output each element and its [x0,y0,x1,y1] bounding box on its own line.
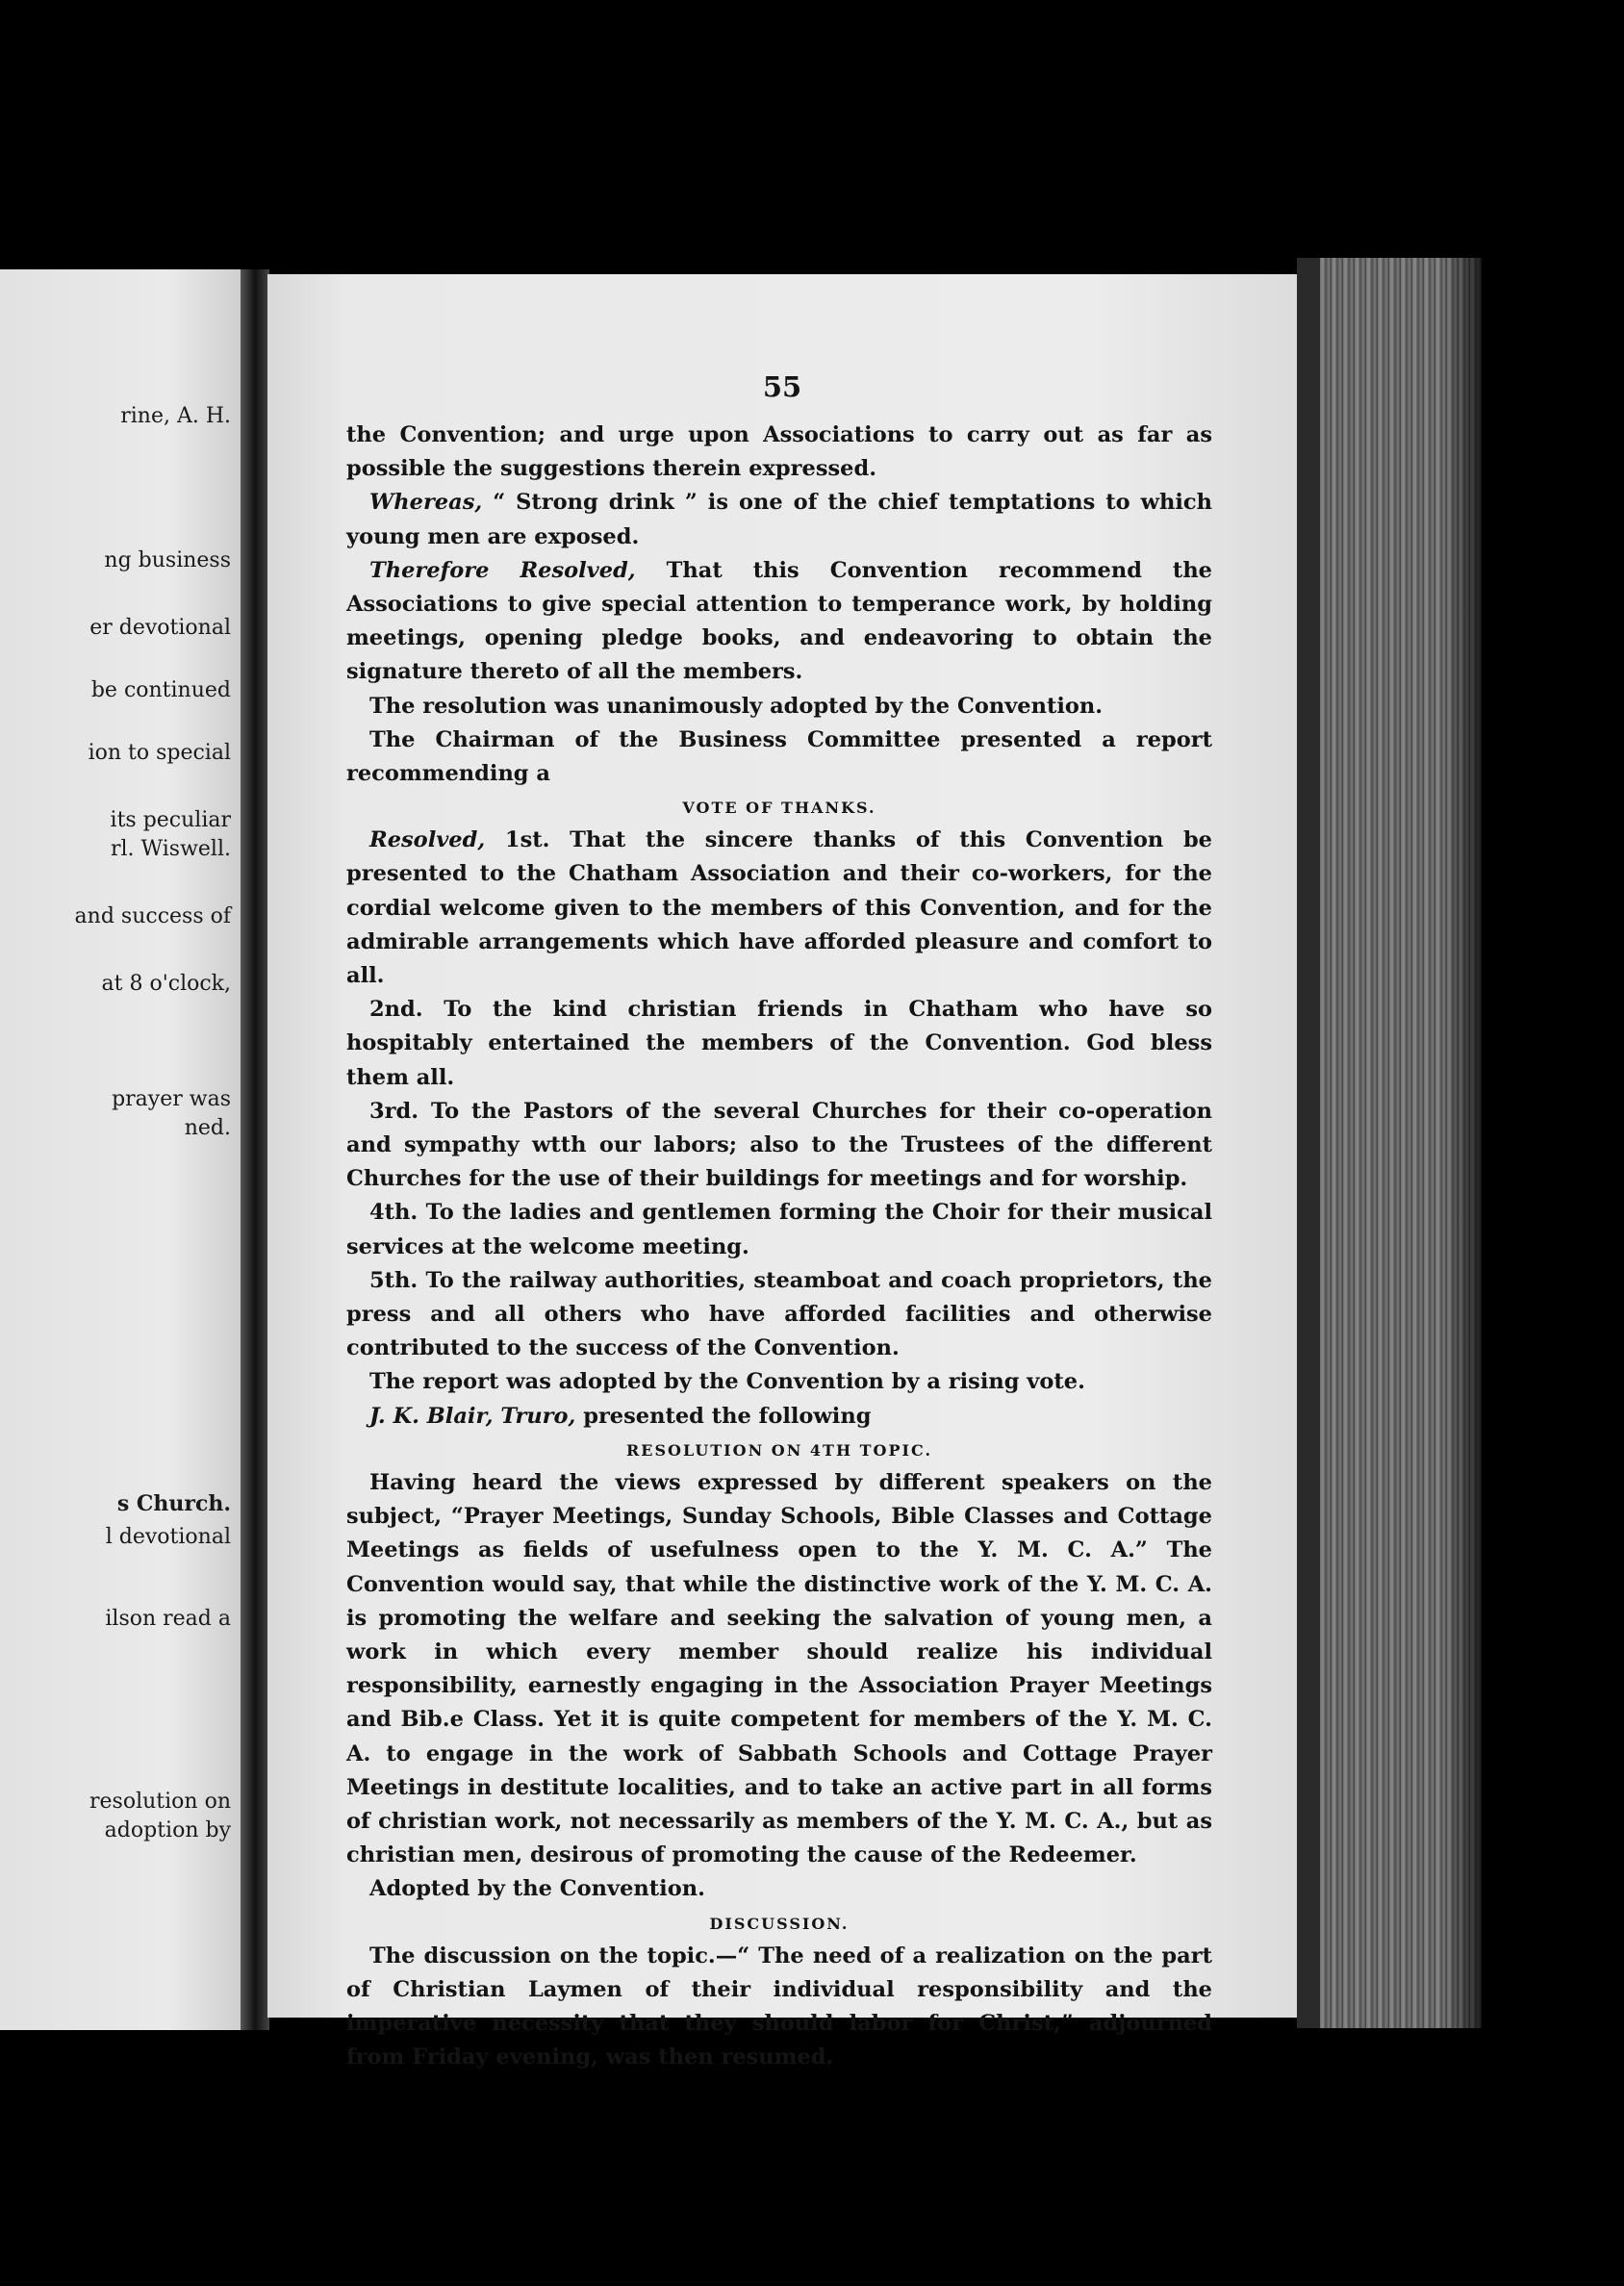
left-page-line: rine, A. H. [120,404,231,428]
page-edges [1297,258,1482,2028]
paragraph-text: Having heard the views expressed by different speakers on the subject, “Prayer Meetings, Sunday Schools, Bible Classes and Cottage Meetings as fields of usefulness open to the Y. M. C. A.” The Convention would say, that while the distinctive work of the Y. M. C. A. is promoting the welfare and seeking the salvation of young men, a work in which every member should realize his individual responsibility, earnestly engaging in the Association Prayer Meetings and Bib.e Class. Yet it is quite competent for members of the Y. M. C. A. to engage in the work of Sabbath Schools and Cottage Prayer Meetings in destitute localities, and to take an active part in all forms of christian work, not necessarily as members of the Y. M. C. A., but as christian men, desirous of promoting the cause of the Redeemer. [346,1469,1212,1868]
paragraph [346,554,1212,690]
left-page-line: be continued [90,678,231,702]
left-page-line: resolution on [89,1790,231,1814]
paragraph [346,724,1212,791]
left-page-line: prayer was [112,1087,231,1111]
previous-page [0,269,241,2030]
left-page-line: l devotional [105,1525,231,1549]
left-page-line: ion to special [88,741,231,765]
paragraph-text: Adopted by the Convention. [369,1876,705,1902]
paragraph-lead: Resolved, [369,827,486,853]
paragraph-text: 3rd. To the Pastors of the several Churches for their co-operation and sympathy wtth our labors; also to the Trustees of the different Churches for the use of their buildings for meetings and for worship. [346,1098,1212,1192]
paragraph-text: 2nd. To the kind christian friends in Chatham who have so hospitably entertained the members of the Convention. God bless them all. [346,997,1212,1090]
left-page-line: s Church. [116,1491,231,1516]
paragraph-text: That this Convention recommend the Associations to give special attention to temperance work, by holding meetings, opening pledge books, and endeavoring to obtain the signature thereto of all the members. [346,557,1212,685]
page-body [346,419,1212,2074]
left-page-line: ilson read a [105,1607,231,1631]
paragraph [346,1940,1212,2075]
paragraph [346,419,1212,486]
left-page-line: ned. [184,1116,231,1140]
edge-shadow [1297,258,1320,2028]
paragraph-text: The discussion on the topic.—“ The need of a realization on the part of Christian Laymen of their individual responsibility and the imperative necessity that they should labor for Christ,” adjourned from Friday evening, was then resumed. [346,1943,1212,2070]
page-number: 55 [762,370,802,403]
paragraph [346,824,1212,993]
left-page-line: er devotional [89,616,231,640]
left-page-line: ng business [104,548,231,572]
paragraph [346,993,1212,1095]
left-page-line: adoption by [104,1818,231,1842]
paragraph [346,690,1212,724]
paragraph [346,1196,1212,1263]
paragraph-text: “ Strong drink ” is one of the chief temptations to which young men are exposed. [346,490,1212,549]
paragraph [346,1400,1212,1434]
paragraph-text: presented the following [575,1403,872,1429]
paragraph-text: 5th. To the railway authorities, steamboat and coach proprietors, the press and all others who have afforded facilities and otherwise contributed to the success of the Convention. [346,1267,1212,1361]
paragraph-text: 1st. That the sincere thanks of this Convention be presented to the Chatham Association and their co-workers, for the cordial welcome given to the members of this Convention, and for the admirable arrangements which have afforded pleasure and comfort to all. [346,827,1212,989]
section-heading: VOTE OF THANKS. [682,799,876,818]
paragraph-text: The resolution was unanimously adopted by the Convention. [369,693,1104,719]
left-page-line: rl. Wiswell. [110,837,231,861]
paragraph [346,1264,1212,1366]
paragraph-lead: Whereas, [369,490,483,516]
left-page-line: its peculiar [110,808,231,832]
page-55 [267,274,1297,2070]
section-heading: RESOLUTION ON 4TH TOPIC. [625,1440,933,1460]
paragraph-text: 4th. To the ladies and gentlemen forming the Choir for their musical services at the welcome meeting. [346,1200,1212,1259]
paragraph [346,1365,1212,1399]
edge-shade [1443,258,1482,2028]
left-page-line: at 8 o'clock, [101,972,231,996]
book-gutter [241,269,269,2030]
left-page-line: and success of [74,904,231,928]
paragraph-text: The Chairman of the Business Committee presented a report recommending a [346,726,1212,787]
paragraph [346,1095,1212,1197]
paragraph-lead: J. K. Blair, Truro, [369,1403,576,1429]
paragraph-text: the Convention; and urge upon Associations to carry out as far as possible the suggestions therein expressed. [346,422,1212,482]
section-heading: DISCUSSION. [709,1914,850,1933]
paragraph-lead: Therefore Resolved, [369,557,636,583]
paragraph [346,486,1212,553]
paragraph-text: The report was adopted by the Convention by a rising vote. [369,1369,1085,1395]
paragraph [346,1466,1212,1872]
paragraph [346,1872,1212,1906]
